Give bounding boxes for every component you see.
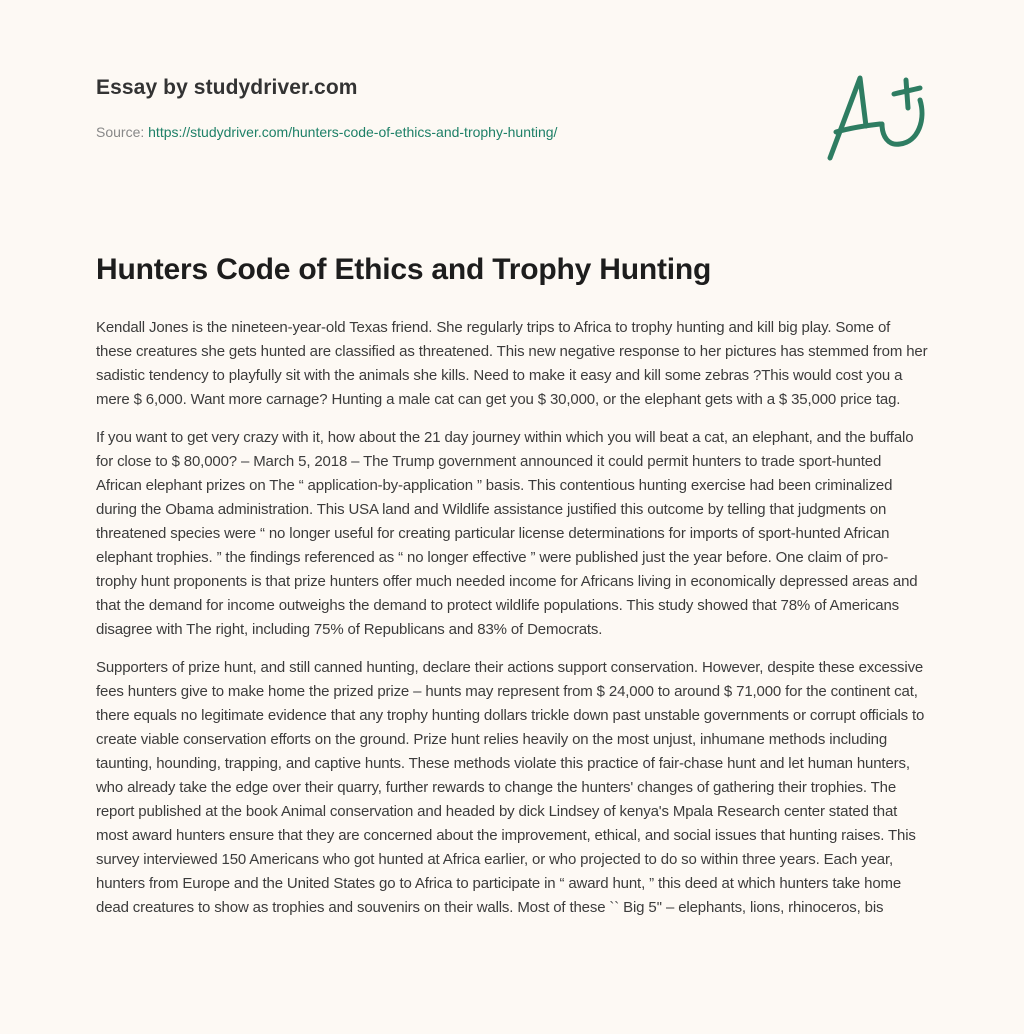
essay-paragraph: Supporters of prize hunt, and still canned hunting, declare their actions support conservation. However, despite these excessive fees hunters give to make home the prized prize – hunts may represent from $ 24,000 to around $ 71,000 for the continent cat, there equals no legitimate evidence that any trophy hunting dollars trickle down past unstable governments or corrupt officials to create viable conservation efforts on the ground. Prize hunt relies heavily on the most unjust, inhumane methods including taunting, hounding, trapping, and captive hunts. These methods violate this practice of fair-chase hunt and let human hunters, who already take the edge over their quarry, further rewards to change the hunters' changes of gathering their trophies. The report published at the book Animal conservation and headed by dick Lindsey of kenya's Mpala Research center stated that most award hunters ensure that they are concerned about the improvement, ethical, and social issues that hunting raises. This survey interviewed 150 Americans who got hunted at Africa earlier, or who projected to do so within three years. Each year, hunters from Europe and the United States go to Africa to participate in “ award hunt, ” this deed at which hunters take home dead creatures to show as trophies and souvenirs on their walls. Most of these `` Big 5'' – elephants, lions, rhinoceros, bis [96,659,925,916]
essay-body [96,316,928,934]
source-line [96,124,557,140]
site-title: Essay by studydriver.com [96,76,358,99]
essay-paragraph: Kendall Jones is the nineteen-year-old Texas friend. She regularly trips to Africa to trophy hunting and kill big play. Some of these creatures she gets hunted are classified as threatened. This new negative response to her pictures has stemmed from her sadistic tendency to playfully sit with the animals she kills. Need to make it easy and kill some zebras ?This would cost you a mere $ 6,000. Want more carnage? Hunting a male cat can get you $ 30,000, or the elephant gets with a $ 35,000 price tag. [96,319,928,408]
source-label: Source: [96,124,145,140]
page-header [96,76,926,140]
source-link[interactable]: https://studydriver.com/hunters-code-of-ethics-and-trophy-hunting/ [148,124,558,140]
essay-paragraph: If you want to get very crazy with it, how about the 21 day journey within which you will beat a cat, an elephant, and the buffalo for close to $ 80,000? – March 5, 2018 – The Trump government announced it could permit hunters to trade sport-hunted African elephant prizes on The “ application-by-application ” basis. This contentious hunting exercise had been criminalized during the Obama administration. This USA land and Wildlife assistance justified this outcome by telling that judgments on threatened species were “ no longer useful for creating particular license determinations for imports of sport-hunted African elephant trophies. ” the findings referenced as “ no longer effective ” were published just the year before. One claim of pro-trophy hunt proponents is that prize hunters offer much needed income for Africans living in economically depressed areas and that the demand for income outweighs the demand to protect wildlife populations. This study showed that 78% of Americans disagree with The right, including 75% of Republicans and 83% of Democrats. [96,429,918,638]
essay-title: Hunters Code of Ethics and Trophy Hunting [96,253,712,286]
a-plus-grade-icon [820,66,930,166]
